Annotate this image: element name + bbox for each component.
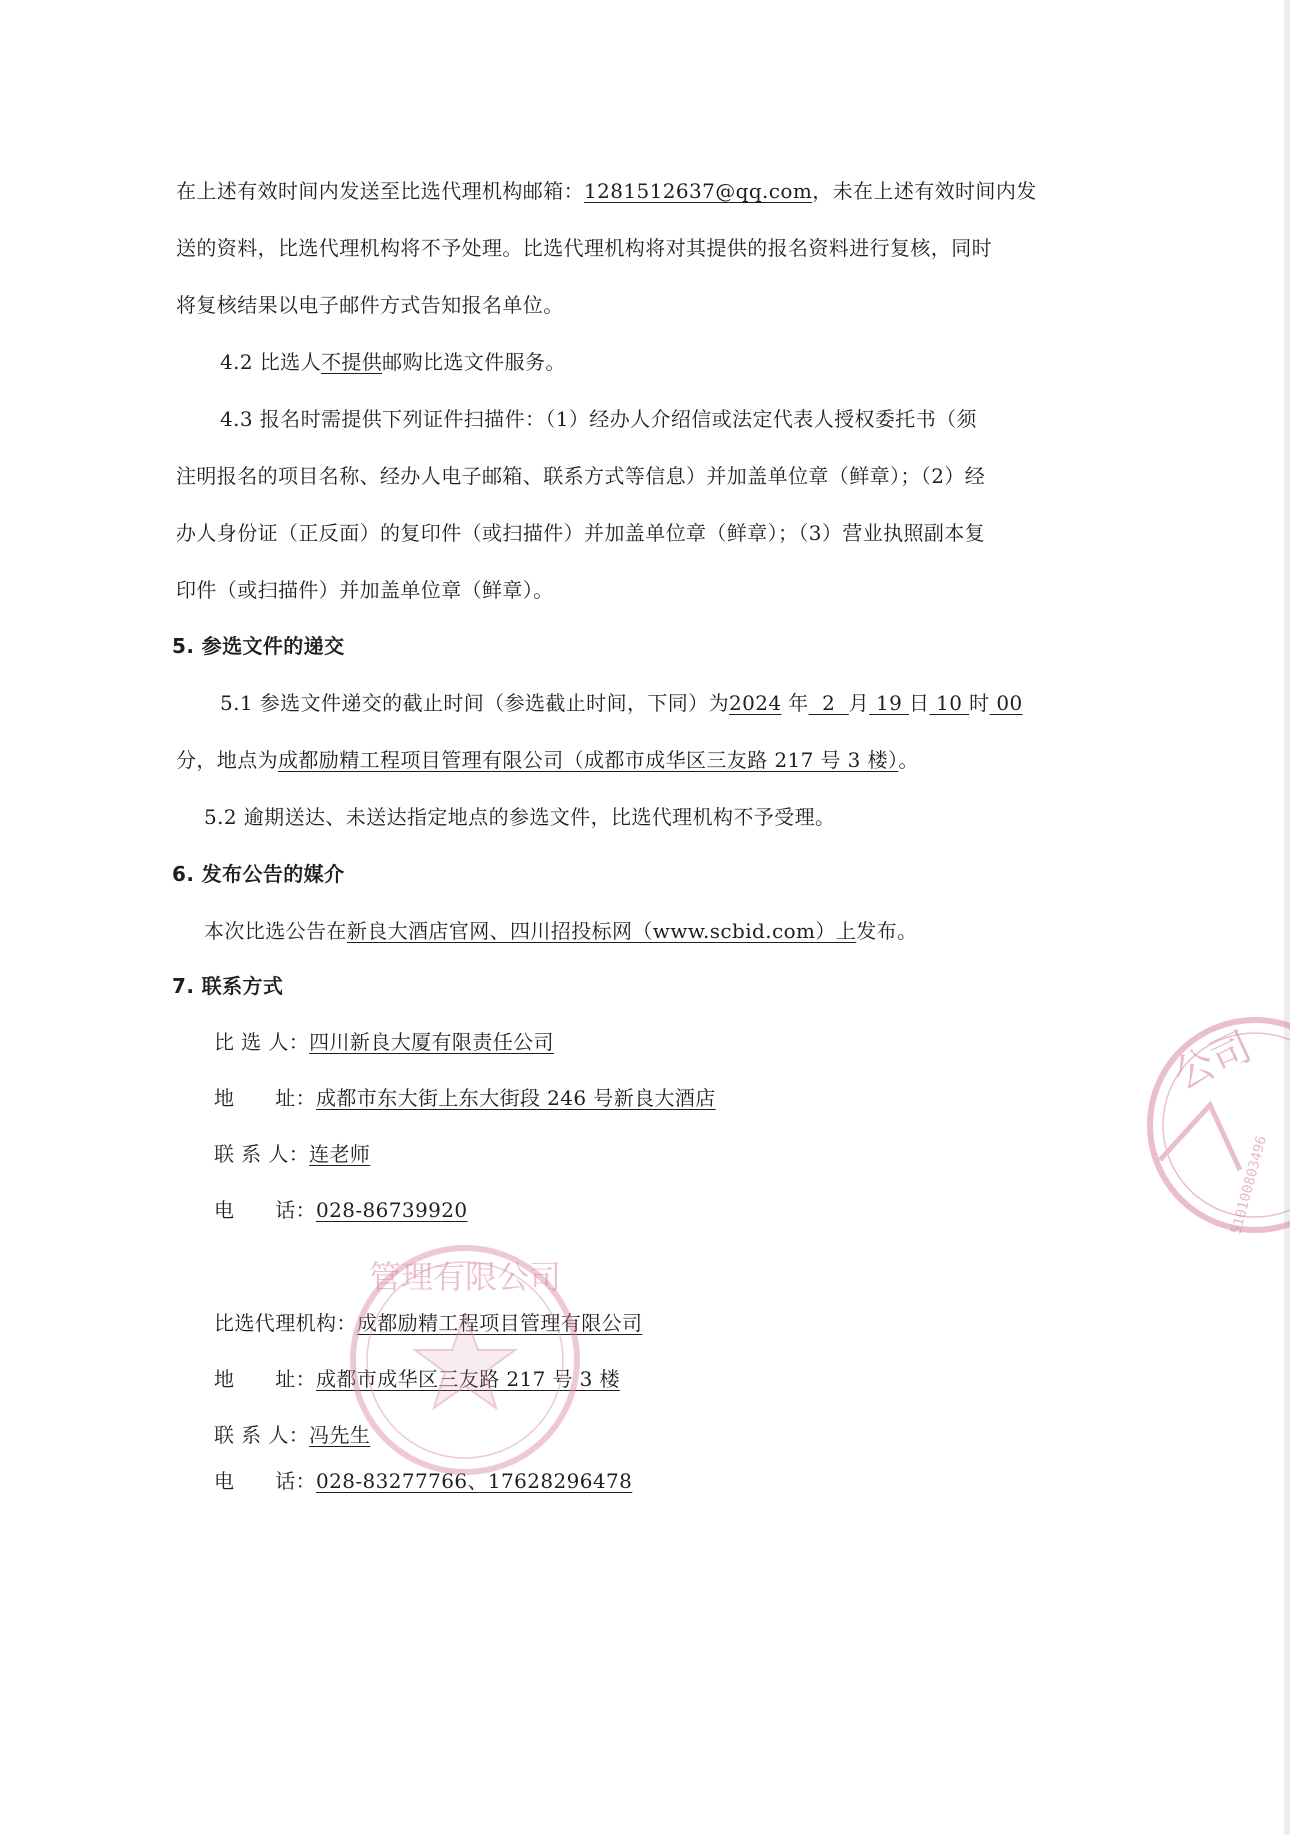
item-4-3-line2: 注明报名的项目名称、经办人电子邮箱、联系方式等信息）并加盖单位章（鲜章）；（2）经 — [176, 464, 986, 488]
section4-paragraph-line2: 送的资料，比选代理机构将不予处理。比选代理机构将对其提供的报名资料进行复核，同时 — [176, 236, 992, 260]
section6-text — [204, 915, 917, 944]
text: 5.1 参选文件递交的截止时间（参选截止时间，下同）为 — [220, 691, 729, 715]
item-4-3-line4: 印件（或扫描件）并加盖单位章（鲜章）。 — [176, 578, 554, 602]
agency-address: 成都市成华区三友路 217 号 3 楼 — [316, 1367, 620, 1391]
item-4-3-line3: 办人身份证（正反面）的复印件（或扫描件）并加盖单位章（鲜章）；（3）营业执照副本复 — [176, 521, 986, 545]
deadline-year: 2024 — [728, 691, 782, 715]
agency-name: 成都励精工程项目管理有限公司 — [356, 1311, 643, 1335]
section7-heading: 7. 联系方式 — [172, 974, 284, 998]
label: 比选代理机构： — [214, 1311, 357, 1335]
company-seal-center — [345, 1240, 585, 1480]
text: 月 — [848, 691, 870, 715]
text: ，未在上述有效时间内发 — [812, 179, 1037, 203]
item-4-2 — [220, 346, 566, 375]
selector-address: 成都市东大街上东大街段 246 号新良大酒店 — [316, 1086, 716, 1110]
section4-paragraph-line3: 将复核结果以电子邮件方式告知报名单位。 — [176, 293, 564, 317]
email-address: 1281512637@qq.com — [584, 179, 813, 203]
label: 联 系 人： — [214, 1142, 310, 1166]
selector-address-row — [214, 1082, 716, 1111]
label: 地 址： — [214, 1367, 316, 1391]
label: 电 话： — [214, 1198, 316, 1222]
text: 。 — [898, 748, 919, 772]
item-5-1-line1 — [220, 687, 1023, 716]
company-seal-right — [1090, 1010, 1290, 1260]
label: 比 选 人： — [214, 1030, 310, 1054]
seal-text: 管理有限公司 — [368, 1258, 562, 1296]
item-5-1-line2 — [176, 744, 919, 773]
text: 年 — [788, 691, 809, 715]
publication-media: 新良大酒店官网、四川招投标网（www.scbid.com）上 — [346, 919, 857, 943]
selector-contact: 连老师 — [309, 1142, 371, 1166]
agency-phone: 028-83277766、17628296478 — [316, 1469, 633, 1493]
label: 联 系 人： — [214, 1423, 310, 1447]
section4-paragraph-line1 — [176, 175, 1037, 204]
selector-phone: 028-86739920 — [316, 1198, 468, 1222]
submission-location: 成都励精工程项目管理有限公司（成都市成华区三友路 217 号 3 楼） — [278, 748, 899, 772]
text: 时 — [969, 691, 990, 715]
agency-contact: 冯先生 — [309, 1423, 371, 1447]
selector-name: 四川新良大厦有限责任公司 — [309, 1030, 554, 1054]
selector-contact-row — [214, 1138, 370, 1167]
selector-phone-row — [214, 1194, 468, 1223]
text: 本次比选公告在 — [204, 919, 347, 943]
item-4-3-line1: 4.3 报名时需提供下列证件扫描件：（1）经办人介绍信或法定代表人授权委托书（须 — [220, 407, 977, 431]
seal-text: 公司 — [1166, 1023, 1259, 1100]
text: 分，地点为 — [176, 748, 278, 772]
deadline-minute: 00 — [996, 691, 1023, 715]
label: 电 话： — [214, 1469, 316, 1493]
text: 发布。 — [856, 919, 918, 943]
selector-name-row — [214, 1026, 554, 1055]
label: 地 址： — [214, 1086, 316, 1110]
item-5-2: 5.2 逾期送达、未送达指定地点的参选文件，比选代理机构不予受理。 — [204, 805, 836, 829]
text: 邮购比选文件服务。 — [382, 350, 566, 374]
section6-heading: 6. 发布公告的媒介 — [172, 862, 345, 886]
page-edge — [1284, 0, 1290, 1835]
text: 在上述有效时间内发送至比选代理机构邮箱： — [176, 179, 584, 203]
text: 日 — [908, 691, 930, 715]
deadline-hour: 10 — [936, 691, 963, 715]
deadline-day: 19 — [875, 691, 903, 715]
deadline-month: 2 — [822, 691, 836, 715]
underlined-text: 不提供 — [320, 350, 383, 374]
section5-heading: 5. 参选文件的递交 — [172, 634, 345, 658]
text: 4.2 比选人 — [220, 350, 321, 374]
seal-number: 510100803496 — [1228, 1134, 1271, 1237]
